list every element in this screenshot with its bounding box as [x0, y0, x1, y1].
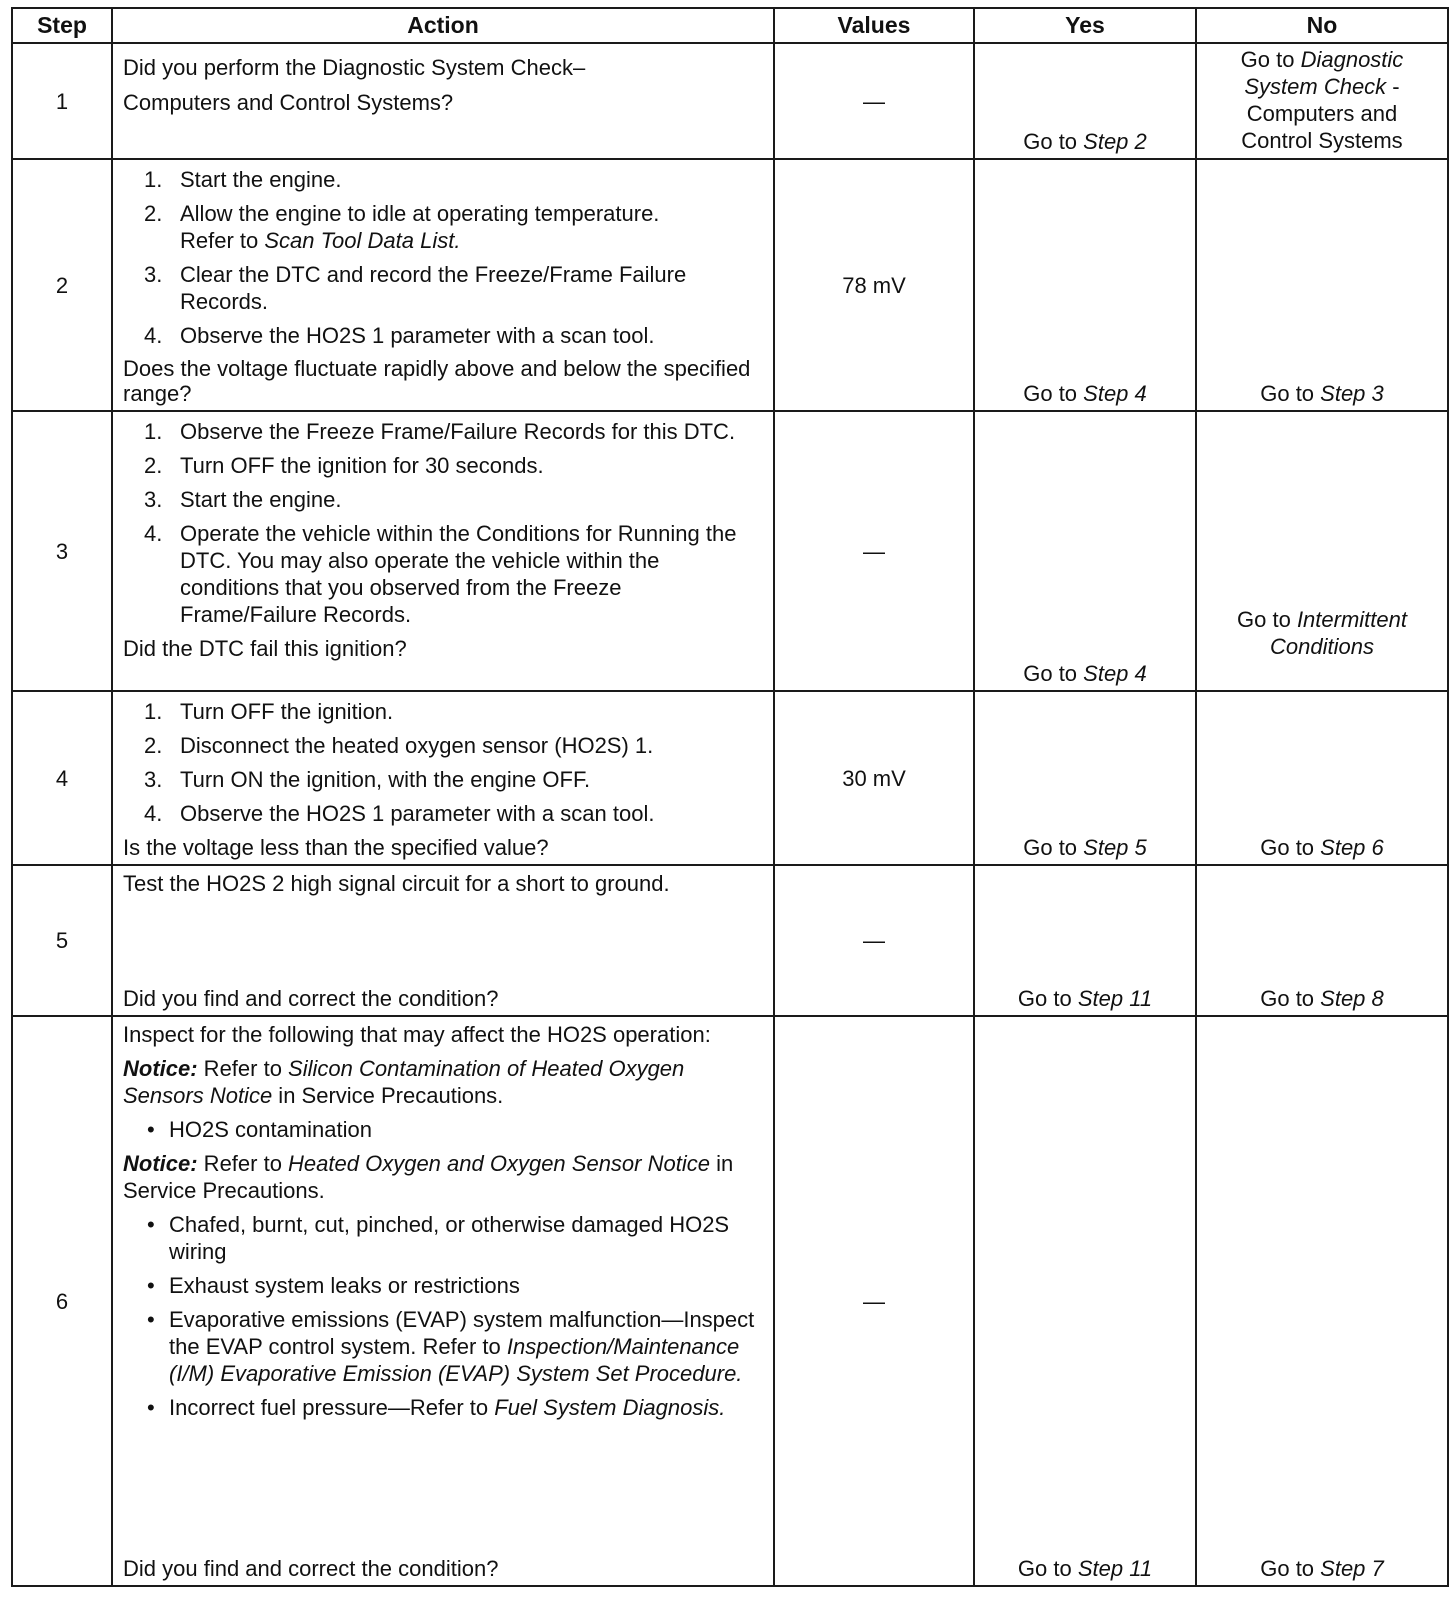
value-cell	[774, 411, 974, 691]
action-cell	[112, 691, 774, 865]
instruction: Test the HO2S 2 high signal circuit for a short to ground.	[123, 871, 670, 896]
action-cell	[112, 1016, 774, 1586]
header-values: Values	[774, 8, 974, 43]
step-number: 4	[12, 691, 112, 865]
value-cell	[774, 159, 974, 411]
table-row-step-3	[12, 411, 1448, 691]
list-item: 2. Allow the engine to idle at operating temperature. Refer to Scan Tool Data List.	[144, 201, 660, 253]
question: Did you perform the Diagnostic System Check– Computers and Control Systems?	[123, 55, 586, 115]
yes-link[interactable]: Go to Step 11	[1017, 1556, 1153, 1581]
list-item: 3. Turn ON the ignition, with the engine OFF.	[144, 767, 591, 792]
list-item: • Incorrect fuel pressure—Refer to Fuel System Diagnosis.	[147, 1395, 726, 1420]
value-cell	[774, 865, 974, 1016]
header-step: Step	[12, 8, 112, 43]
yes-link[interactable]: Go to Step 4	[1023, 381, 1147, 406]
table-row-step-5	[12, 865, 1448, 1016]
no-link[interactable]: Go to Step 6	[1260, 835, 1384, 860]
reference-link[interactable]: Heated Oxygen and Oxygen Sensor Notice	[288, 1151, 710, 1176]
value-cell	[774, 1016, 974, 1586]
notice-1: Notice: Refer to Silicon Contamination of Heated Oxygen Sensors Notice in Service Precautions.	[123, 1056, 685, 1108]
list-item: 4. Operate the vehicle within the Conditions for Running the DTC. You may also operate the vehicle within the conditions that you observed from the Freeze Frame/Failure Records.	[144, 521, 737, 627]
value: —	[863, 538, 885, 564]
action-list	[123, 418, 763, 628]
value-cell	[774, 43, 974, 159]
action-list	[123, 698, 763, 827]
value-cell	[774, 691, 974, 865]
list-item: 2. Turn OFF the ignition for 30 seconds.	[144, 453, 544, 478]
value: —	[863, 928, 885, 953]
list-item: • Exhaust system leaks or restrictions	[147, 1273, 520, 1298]
header-yes: Yes	[974, 8, 1196, 43]
question: Did the DTC fail this ignition?	[123, 636, 407, 661]
value: 78 mV	[842, 272, 906, 298]
step-number: 3	[12, 411, 112, 691]
list-item: 2. Disconnect the heated oxygen sensor (HO2S) 1.	[144, 733, 654, 758]
list-item: • Evaporative emissions (EVAP) system malfunction—Inspect the EVAP control system. Refer to Inspection/Maintenance (I/M) Evaporative Emission (EVAP) System Set Procedure.	[147, 1307, 755, 1386]
no-cell	[1196, 691, 1448, 865]
list-item: 3. Clear the DTC and record the Freeze/Frame Failure Records.	[144, 262, 687, 314]
header-no: No	[1196, 8, 1448, 43]
question: Does the voltage fluctuate rapidly above and below the specified range?	[123, 356, 751, 406]
no-link[interactable]: Go to Diagnostic System Check - Computers and Control Systems	[1240, 47, 1404, 153]
action-cell	[112, 159, 774, 411]
no-link[interactable]: Go to Step 8	[1260, 986, 1384, 1011]
table-row-step-4	[12, 691, 1448, 865]
step-number: 1	[12, 43, 112, 159]
action-cell	[112, 411, 774, 691]
list-item: 1. Turn OFF the ignition.	[144, 699, 394, 724]
yes-link[interactable]: Go to Step 5	[1023, 835, 1147, 860]
yes-link[interactable]: Go to Step 11	[1017, 986, 1153, 1011]
yes-cell	[974, 865, 1196, 1016]
no-link[interactable]: Go to Step 7	[1260, 1556, 1384, 1581]
action-list	[123, 166, 763, 349]
no-cell	[1196, 1016, 1448, 1586]
value: —	[863, 1288, 885, 1314]
list-item: 4. Observe the HO2S 1 parameter with a scan tool.	[144, 801, 655, 826]
header-action: Action	[112, 8, 774, 43]
yes-cell	[974, 691, 1196, 865]
yes-cell	[974, 159, 1196, 411]
question: Did you find and correct the condition?	[123, 986, 499, 1011]
yes-cell	[974, 411, 1196, 691]
list-item: 3. Start the engine.	[144, 487, 342, 512]
action-cell	[112, 43, 774, 159]
step-number: 5	[12, 865, 112, 1016]
value: 30 mV	[842, 765, 906, 791]
step-number: 6	[12, 1016, 112, 1586]
no-cell	[1196, 43, 1448, 159]
list-item: 4. Observe the HO2S 1 parameter with a scan tool.	[144, 323, 655, 348]
question: Did you find and correct the condition?	[123, 1556, 499, 1581]
no-link[interactable]: Go to Intermittent Conditions	[1237, 607, 1407, 659]
yes-link[interactable]: Go to Step 2	[1023, 129, 1147, 154]
list-item: • HO2S contamination	[147, 1117, 372, 1142]
question: Is the voltage less than the specified value?	[123, 835, 549, 860]
reference-link[interactable]: Inspection/Maintenance (I/M) Evaporative Emission (EVAP) System Set Procedure.	[169, 1334, 743, 1386]
value: —	[863, 88, 885, 114]
list-item: 1. Start the engine.	[144, 167, 342, 192]
table-row-step-1	[12, 43, 1448, 159]
no-cell	[1196, 865, 1448, 1016]
no-cell	[1196, 159, 1448, 411]
header-row	[12, 8, 1448, 43]
list-item: 1. Observe the Freeze Frame/Failure Records for this DTC.	[144, 419, 736, 444]
diagnostic-table	[11, 7, 1449, 1587]
table-row-step-2	[12, 159, 1448, 411]
intro-text: Inspect for the following that may affect the HO2S operation:	[123, 1022, 711, 1047]
step-number: 2	[12, 159, 112, 411]
no-link[interactable]: Go to Step 3	[1260, 381, 1384, 406]
yes-cell	[974, 1016, 1196, 1586]
reference-link[interactable]: Fuel System Diagnosis.	[494, 1395, 726, 1420]
list-item: • Chafed, burnt, cut, pinched, or otherwise damaged HO2S wiring	[147, 1212, 730, 1264]
reference-link[interactable]: Silicon Contamination of Heated Oxygen Sensors Notice	[123, 1056, 685, 1108]
notice-2: Notice: Refer to Heated Oxygen and Oxygen Sensor Notice in Service Precautions.	[123, 1151, 734, 1203]
reference-link[interactable]: Scan Tool Data List.	[264, 228, 461, 253]
bullet-list	[123, 1211, 763, 1421]
yes-link[interactable]: Go to Step 4	[1023, 661, 1147, 686]
no-cell	[1196, 411, 1448, 691]
table-row-step-6	[12, 1016, 1448, 1586]
bullet-list	[123, 1116, 763, 1143]
action-cell	[112, 865, 774, 1016]
yes-cell	[974, 43, 1196, 159]
